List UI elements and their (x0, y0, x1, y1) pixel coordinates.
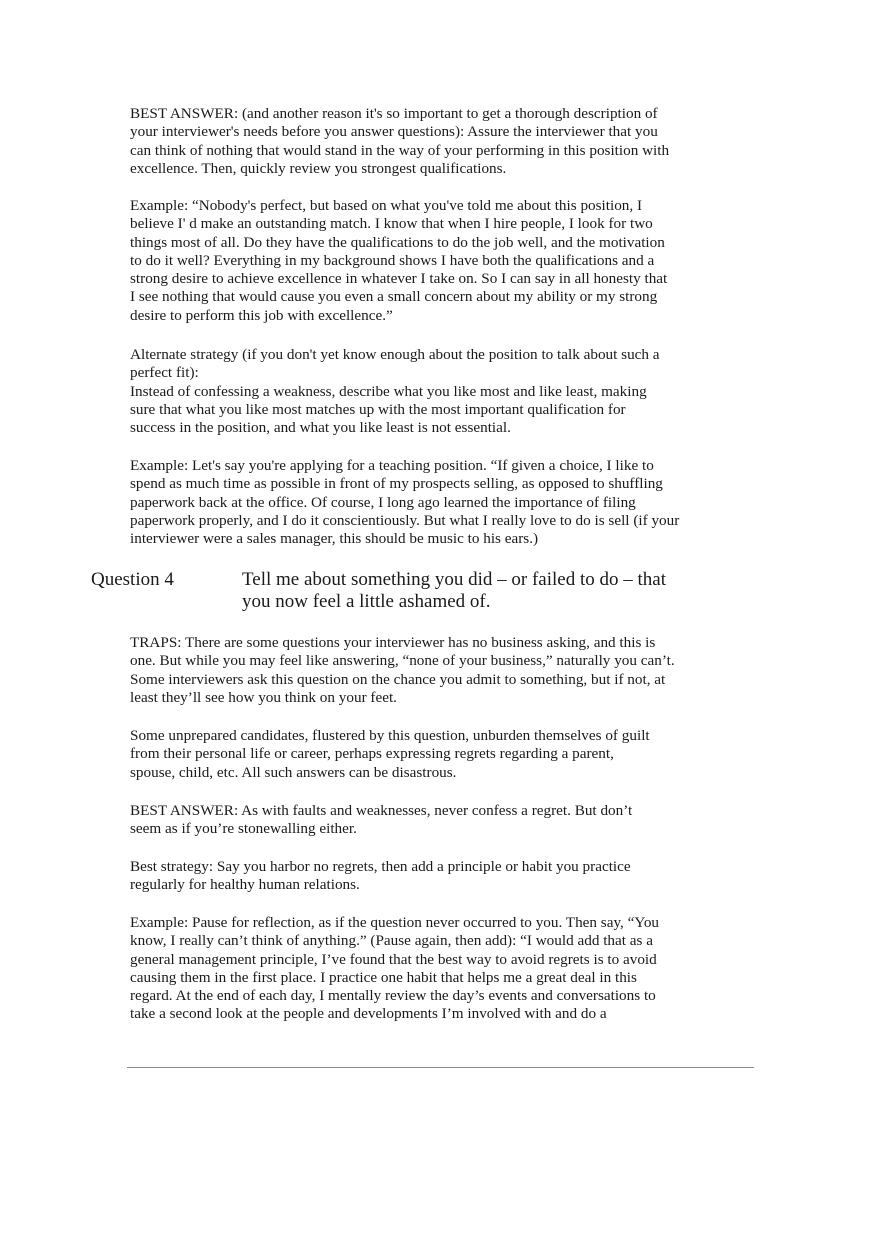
example-paragraph: Example: “Nobody's perfect, but based on what you've told me about this position, I believe I' d make an outstanding match. I know that when I hire people, I look for two things most of all. Do they have the qualifications to do the job well, and the motivation to do it well? Everything in my background shows I have both the qualifications and a strong desire to achieve excellence in whatever I take on. So I can say in all honesty that I see nothing that would cause you even a small concern about my ability or my strong desire to perform this job with excellence.” (130, 197, 668, 324)
reflection-example-paragraph: Example: Pause for reflection, as if the question never occurred to you. Then say, “You know, I really can’t think of anything.” (Pause again, then add): “I would add that as a general management principle, I’ve found that the best way to avoid regrets is to avoid causing them in the first place. I practice one habit that helps me a great deal in this regard. At the end of each day, I mentally review the day’s events and conversations to take a second look at the people and developments I’m involved with and do a (130, 914, 660, 1023)
best-answer-regret-paragraph: BEST ANSWER: As with faults and weaknesses, never confess a regret. But don’t seem as if you’re stonewalling either. (130, 802, 633, 838)
best-answer-paragraph: BEST ANSWER: (and another reason it's so important to get a thorough description of your interviewer's needs before you answer questions): Assure the interviewer that you can think of nothing that would stand in the way of your performing in this position with excellence. Then, quickly review you strongest qualifications. (130, 105, 670, 177)
alternate-strategy-paragraph: Alternate strategy (if you don't yet know enough about the position to talk about such a perfect fit): Instead of confessing a weakness, describe what you like most and like least, making sure that what you like most matches up with the most important qualification for success in the position, and what you like least is not essential. (130, 346, 660, 437)
unprepared-candidates-paragraph: Some unprepared candidates, flustered by this question, unburden themselves of guilt from their personal life or career, perhaps expressing regrets regarding a parent, spouse, child, etc. All such answers can be disastrous. (130, 727, 650, 781)
question-title: Tell me about something you did – or failed to do – that you now feel a little ashamed of. (242, 569, 666, 612)
best-strategy-paragraph: Best strategy: Say you harbor no regrets, then add a principle or habit you practice regularly for healthy human relations. (130, 858, 631, 894)
question-label: Question 4 (91, 569, 174, 590)
teaching-example-paragraph: Example: Let's say you're applying for a teaching position. “If given a choice, I like to spend as much time as possible in front of my prospects selling, as opposed to shuffling paperwork back at the office. Of course, I long ago learned the importance of filing paperwork properly, and I do it conscientiously. But what I really love to do is sell (if your interviewer were a sales manager, this should be music to his ears.) (130, 457, 680, 548)
footer-divider (127, 1067, 754, 1068)
traps-paragraph: TRAPS: There are some questions your interviewer has no business asking, and this is one. But while you may feel like answering, “none of your business,” naturally you can’t. Some interviewers ask this question on the chance you admit to something, but if not, at least they’ll see how you think on your feet. (130, 634, 675, 706)
